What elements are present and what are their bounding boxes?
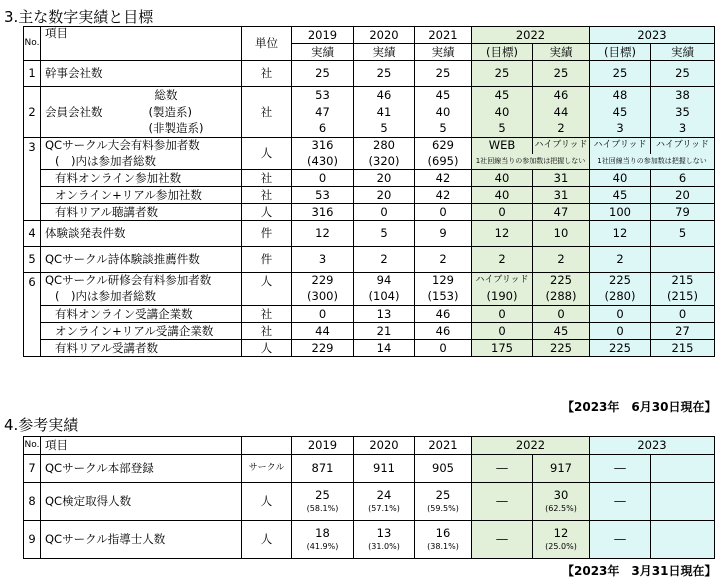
table-cell: 件 xyxy=(242,247,292,273)
table-cell: 5 xyxy=(354,121,415,138)
table-cell: 7 xyxy=(24,455,41,483)
table-row xyxy=(24,273,715,289)
table-row xyxy=(24,455,715,483)
table-cell: 2 xyxy=(472,247,533,273)
table-cell: 0 xyxy=(472,323,533,340)
table-cell: 25 xyxy=(651,61,715,87)
table-cell: QCサークル本部登録 xyxy=(41,455,242,483)
table-cell: 46 xyxy=(415,306,472,323)
year-2020: 2020 xyxy=(354,27,415,44)
table-row xyxy=(24,61,715,87)
table-cell: サークル xyxy=(242,455,292,483)
table-cell: (215) xyxy=(651,289,715,306)
table-row xyxy=(24,87,715,104)
table-cell: (280) xyxy=(590,289,651,306)
table-row xyxy=(24,323,715,340)
year-2022: 2022 xyxy=(472,437,590,455)
table-cell: 129 xyxy=(415,273,472,289)
table-cell: 48 xyxy=(590,87,651,104)
table-cell: 社 xyxy=(242,306,292,323)
table-cell: 有料オンライン受講企業数 xyxy=(41,306,242,323)
table-cell: 0 xyxy=(472,306,533,323)
table-cell: 35 xyxy=(651,104,715,121)
reference-table xyxy=(23,436,715,559)
table-cell: (目標) xyxy=(590,44,651,61)
table-row xyxy=(24,521,715,559)
table-cell: 45 xyxy=(590,187,651,204)
table-cell: 27 xyxy=(651,323,715,340)
table-cell: 5 xyxy=(415,121,472,138)
table-cell: 44 xyxy=(292,323,354,340)
table-cell: 46 xyxy=(354,87,415,104)
table-cell: (430) xyxy=(292,154,354,170)
table-row xyxy=(24,204,715,221)
table-cell: 5 xyxy=(472,121,533,138)
table-cell: ― xyxy=(590,483,651,521)
table-cell: (目標) xyxy=(472,44,533,61)
table-cell: 13 (31.0%) xyxy=(354,521,415,559)
table-cell: 40 xyxy=(472,104,533,121)
col-unit: 単位 xyxy=(242,27,292,61)
table-cell: QCサークル研修会有料参加者数 xyxy=(41,273,242,289)
table-cell: 316 xyxy=(292,204,354,221)
table-cell: 3 xyxy=(590,121,651,138)
table-cell: 12 (25.0%) xyxy=(533,521,590,559)
table-cell: 実績 xyxy=(415,44,472,61)
table-cell: 0 xyxy=(472,204,533,221)
table-cell: 94 xyxy=(354,273,415,289)
table-cell: 45 xyxy=(590,104,651,121)
table-cell xyxy=(651,483,715,521)
table-cell: 25 (58.1%) xyxy=(292,483,354,521)
table-cell xyxy=(242,437,292,455)
table-cell: 6 xyxy=(24,273,41,357)
col-no: No. xyxy=(24,437,41,455)
section1-title: 3.主な数字実績と目標 xyxy=(4,8,154,26)
table-cell: 0 xyxy=(292,306,354,323)
table-cell: 0 xyxy=(590,323,651,340)
table-cell: (695) xyxy=(415,154,472,170)
table-cell: 225 xyxy=(590,340,651,357)
table-cell: 6 xyxy=(651,170,715,187)
table-cell: (104) xyxy=(354,289,415,306)
table-cell: 25 xyxy=(292,61,354,87)
table-cell: 12 xyxy=(292,221,354,247)
col-item: 項目 xyxy=(41,437,242,455)
table-cell: (320) xyxy=(354,154,415,170)
table-cell: 0 xyxy=(292,170,354,187)
table-cell: (非製造系) xyxy=(129,121,242,138)
table-cell: 25 xyxy=(472,61,533,87)
table-cell: 316 xyxy=(292,138,354,154)
year-2022: 2022 xyxy=(472,27,590,44)
table-cell: 12 xyxy=(472,221,533,247)
table-cell: 2 xyxy=(24,87,41,138)
table-cell: 25 xyxy=(415,61,472,87)
table-cell: 18 (41.9%) xyxy=(292,521,354,559)
table-cell: 24 (57.1%) xyxy=(354,483,415,521)
table-cell: ハイブリッド xyxy=(533,138,590,154)
table-cell: (288) xyxy=(533,289,590,306)
table-row xyxy=(24,483,715,521)
table-cell: 40 xyxy=(472,170,533,187)
table-cell: 31 xyxy=(533,170,590,187)
section2-title: 4.参考実績 xyxy=(4,416,79,434)
table-cell: 14 xyxy=(354,340,415,357)
table-cell: 実績 xyxy=(292,44,354,61)
table-cell: 件 xyxy=(242,221,292,247)
table-cell: 8 xyxy=(24,483,41,521)
table-cell: 40 xyxy=(472,187,533,204)
table-cell: 0 xyxy=(651,306,715,323)
table-cell: 911 xyxy=(354,455,415,483)
table-cell: 9 xyxy=(24,521,41,559)
table-cell: 3 xyxy=(292,247,354,273)
table-cell: オンライン+リアル受講企業数 xyxy=(41,323,242,340)
table-cell: 21 xyxy=(354,323,415,340)
table-cell: 人 xyxy=(242,521,292,559)
table-cell: ハイブリッド xyxy=(651,138,715,154)
table-cell: 2 xyxy=(354,247,415,273)
year-2021: 2021 xyxy=(415,437,472,455)
table-row xyxy=(24,247,715,273)
table-cell: 79 xyxy=(651,204,715,221)
table-row xyxy=(24,221,715,247)
table-cell: 44 xyxy=(533,104,590,121)
table-cell xyxy=(651,455,715,483)
table-cell: 0 xyxy=(415,340,472,357)
table-cell: ハイブリッド xyxy=(590,138,651,154)
table-cell: 3 xyxy=(24,138,41,221)
table-cell: (153) xyxy=(415,289,472,306)
table-cell: 0 xyxy=(354,204,415,221)
table-cell: 25 (59.5%) xyxy=(415,483,472,521)
table-cell: 40 xyxy=(590,170,651,187)
table-cell: 5 xyxy=(651,221,715,247)
table-cell: ― xyxy=(472,483,533,521)
table-cell: ― xyxy=(472,521,533,559)
table-row xyxy=(24,340,715,357)
year-2023: 2023 xyxy=(590,27,715,44)
table-cell: 53 xyxy=(292,87,354,104)
table-cell: 20 xyxy=(354,187,415,204)
table-cell: 1 xyxy=(24,61,41,87)
main-figures-table xyxy=(23,26,715,357)
table-cell: 2 xyxy=(590,247,651,273)
table-cell: 総数 xyxy=(129,87,242,104)
table-cell: 229 xyxy=(292,340,354,357)
table-cell: 実績 xyxy=(533,44,590,61)
year-2019: 2019 xyxy=(292,27,354,44)
table-cell: QC検定取得人数 xyxy=(41,483,242,521)
table-cell: 人 xyxy=(242,273,292,306)
table-cell: 会員会社数 xyxy=(41,87,129,138)
col-item: 項目 xyxy=(41,27,242,61)
table-cell: 215 xyxy=(651,340,715,357)
year-2023: 2023 xyxy=(590,437,715,455)
table-cell: 0 xyxy=(590,306,651,323)
table-cell: 47 xyxy=(533,204,590,221)
table-cell: (190) xyxy=(472,289,533,306)
table-cell: ( )内は参加者総数 xyxy=(41,154,242,170)
table-cell: 12 xyxy=(590,221,651,247)
table-cell: 47 xyxy=(292,104,354,121)
table-cell: 人 xyxy=(242,483,292,521)
table-cell: 有料リアル受講者数 xyxy=(41,340,242,357)
year-2020: 2020 xyxy=(354,437,415,455)
table-cell: オンライン+リアル参加社数 xyxy=(41,187,242,204)
table-cell: 917 xyxy=(533,455,590,483)
table-cell: 45 xyxy=(472,87,533,104)
table-row xyxy=(24,170,715,187)
section1-date: 【2023年 6月30日現在】 xyxy=(562,400,717,414)
table-cell: 実績 xyxy=(354,44,415,61)
table-row xyxy=(24,187,715,204)
table-cell: 100 xyxy=(590,204,651,221)
table-cell: 225 xyxy=(590,273,651,289)
table-cell: 1社回線当りの参加数は把握しない xyxy=(472,154,590,170)
table-cell: 人 xyxy=(242,138,292,170)
table-cell: 社 xyxy=(242,323,292,340)
table-cell: 体験談発表件数 xyxy=(41,221,242,247)
table-cell: 225 xyxy=(533,340,590,357)
table-cell: 25 xyxy=(590,61,651,87)
table-cell: 25 xyxy=(354,61,415,87)
table-cell: 10 xyxy=(533,221,590,247)
table-cell: 225 xyxy=(533,273,590,289)
table-cell: 31 xyxy=(533,187,590,204)
table-cell: QCサークル大会有料参加者数 xyxy=(41,138,242,154)
table-cell: (300) xyxy=(292,289,354,306)
table-cell: 有料リアル聴講者数 xyxy=(41,204,242,221)
table-cell: 45 xyxy=(415,87,472,104)
table-cell: 46 xyxy=(533,87,590,104)
table-cell: 20 xyxy=(651,187,715,204)
table-cell: 人 xyxy=(242,204,292,221)
table-cell: 229 xyxy=(292,273,354,289)
table-cell: 幹事会社数 xyxy=(41,61,242,87)
table-cell: 41 xyxy=(354,104,415,121)
table-cell: (製造系) xyxy=(129,104,242,121)
table-cell: 2 xyxy=(533,247,590,273)
table-cell: WEB xyxy=(472,138,533,154)
table-cell: 5 xyxy=(354,221,415,247)
table-cell: 905 xyxy=(415,455,472,483)
table-cell: 実績 xyxy=(651,44,715,61)
table-cell: ― xyxy=(472,455,533,483)
table-cell: 40 xyxy=(415,104,472,121)
table-cell: 38 xyxy=(651,87,715,104)
table-cell: 5 xyxy=(24,247,41,273)
col-no: No. xyxy=(24,27,41,61)
table-cell: 社 xyxy=(242,61,292,87)
table-cell: 2 xyxy=(533,121,590,138)
section2-date: 【2023年 3月31日現在】 xyxy=(562,564,717,578)
table-cell: ― xyxy=(590,521,651,559)
year-2021: 2021 xyxy=(415,27,472,44)
table-cell: 2 xyxy=(415,247,472,273)
table-cell: QCサークル詩体験談推薦件数 xyxy=(41,247,242,273)
table-row xyxy=(24,289,715,306)
year-2019: 2019 xyxy=(292,437,354,455)
table-cell: 175 xyxy=(472,340,533,357)
table-cell: 25 xyxy=(533,61,590,87)
table-cell: 社 xyxy=(242,87,292,138)
table-cell: 629 xyxy=(415,138,472,154)
table-cell: 0 xyxy=(415,204,472,221)
table-cell: 1社回線当りの参加数は把握しない xyxy=(590,154,715,170)
table-cell: 9 xyxy=(415,221,472,247)
table-cell: 6 xyxy=(292,121,354,138)
table-cell: 社 xyxy=(242,170,292,187)
table-cell: 社 xyxy=(242,187,292,204)
table-cell: 人 xyxy=(242,340,292,357)
table-cell: 215 xyxy=(651,273,715,289)
table-cell: 13 xyxy=(354,306,415,323)
table-cell: 45 xyxy=(533,323,590,340)
table-row xyxy=(24,306,715,323)
table-row xyxy=(24,154,715,170)
table-cell xyxy=(651,521,715,559)
table-cell: 42 xyxy=(415,170,472,187)
table-cell: ( )内は参加者総数 xyxy=(41,289,242,306)
table-row xyxy=(24,138,715,154)
table-cell: 0 xyxy=(533,306,590,323)
table-cell: 871 xyxy=(292,455,354,483)
table-cell: 3 xyxy=(651,121,715,138)
table-cell: 16 (38.1%) xyxy=(415,521,472,559)
table-cell: 280 xyxy=(354,138,415,154)
table-cell: 46 xyxy=(415,323,472,340)
table-cell: 30 (62.5%) xyxy=(533,483,590,521)
table-cell: 42 xyxy=(415,187,472,204)
table-cell: 20 xyxy=(354,170,415,187)
table-cell: ハイブリッド xyxy=(472,273,533,289)
table-cell: ― xyxy=(590,455,651,483)
table-cell xyxy=(651,247,715,273)
table-cell: 有料オンライン参加社数 xyxy=(41,170,242,187)
table-cell: QCサークル指導士人数 xyxy=(41,521,242,559)
table-cell: 53 xyxy=(292,187,354,204)
table-cell: 4 xyxy=(24,221,41,247)
